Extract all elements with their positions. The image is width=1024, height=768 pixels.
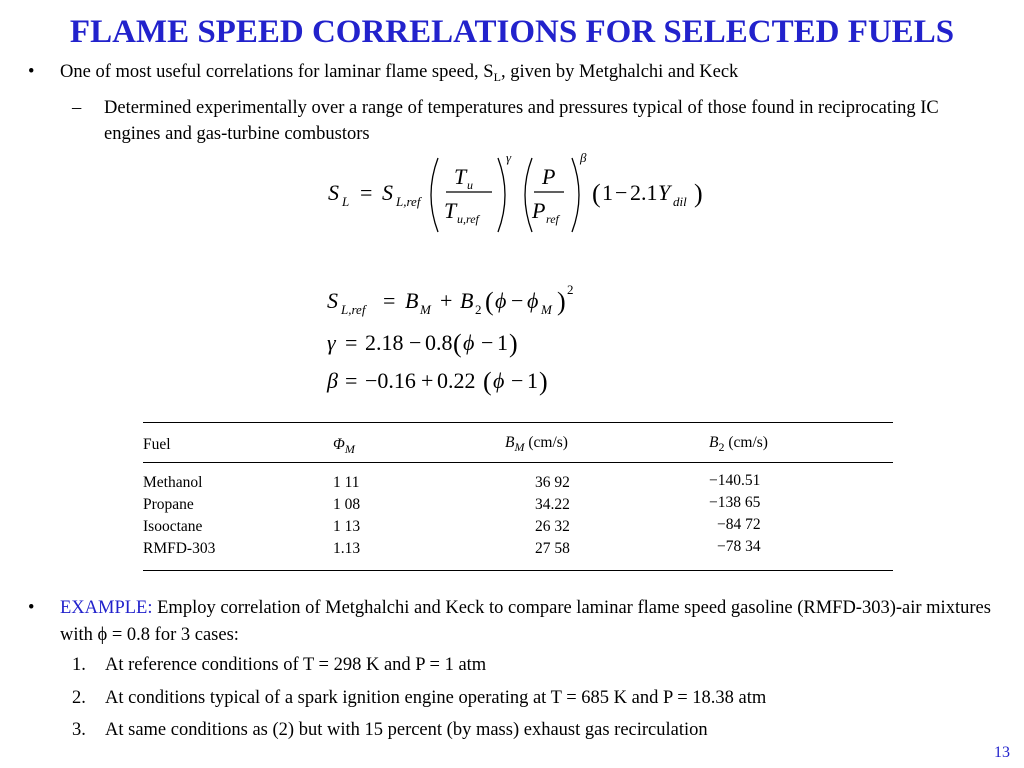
case-number: 1. bbox=[72, 655, 86, 675]
svg-text:B: B bbox=[405, 288, 419, 313]
svg-text:L,ref: L,ref bbox=[341, 302, 366, 317]
bm-value: 27 58 bbox=[535, 540, 570, 557]
svg-text:L,ref: L,ref bbox=[396, 194, 421, 209]
svg-text:): ) bbox=[557, 287, 566, 316]
bullet-2-text: Determined experimentally over a range of temperatures and pressures typical of those found in reciprocating IC engines and gas-turbine combustors bbox=[104, 98, 939, 144]
phi-value: 1 11 bbox=[333, 474, 360, 491]
svg-text:−: − bbox=[615, 180, 628, 205]
case-text: At same conditions as (2) but with 15 percent (by mass) exhaust gas recirculation bbox=[105, 720, 708, 740]
svg-text:Y: Y bbox=[658, 180, 671, 205]
svg-text:ϕ: ϕ bbox=[495, 288, 507, 313]
table-header-rule bbox=[143, 462, 893, 463]
phi-value: 1.13 bbox=[333, 540, 361, 557]
bm-value: 36 92 bbox=[535, 474, 570, 491]
svg-text:): ) bbox=[539, 367, 548, 396]
bullet-1-text-a: One of most useful correlations for laminar flame speed, S bbox=[60, 62, 494, 82]
svg-text:dil: dil bbox=[673, 194, 687, 209]
svg-text:M: M bbox=[420, 302, 431, 317]
header-phi bbox=[333, 436, 355, 457]
fuel-name: Propane bbox=[143, 496, 194, 513]
svg-text:(: ( bbox=[592, 179, 601, 208]
svg-text:(: ( bbox=[453, 329, 462, 358]
fuel-table bbox=[143, 422, 893, 574]
header-bm-symbol: B bbox=[505, 434, 515, 451]
page-number: 13 bbox=[994, 744, 1010, 761]
svg-text:): ) bbox=[694, 179, 703, 208]
example-text bbox=[60, 595, 1000, 649]
b2-value: −138 65 bbox=[709, 494, 761, 511]
case-text: At conditions typical of a spark ignition engine operating at T = 685 K and P = 18.38 atm bbox=[105, 688, 767, 708]
fuel-name: Methanol bbox=[143, 474, 203, 491]
phi-value: 1 08 bbox=[333, 496, 361, 513]
example-label: EXAMPLE: bbox=[60, 598, 153, 618]
case-number: 2. bbox=[72, 688, 86, 708]
svg-text:L: L bbox=[342, 194, 350, 209]
svg-text:S: S bbox=[327, 288, 338, 313]
svg-text:P: P bbox=[532, 198, 546, 223]
svg-text:(: ( bbox=[485, 287, 494, 316]
main-equation bbox=[320, 150, 720, 240]
svg-text:T: T bbox=[454, 164, 467, 189]
svg-text:−0.16: −0.16 bbox=[365, 368, 416, 393]
svg-text:2: 2 bbox=[475, 302, 482, 317]
header-b2-symbol: B bbox=[709, 434, 719, 451]
svg-text:1: 1 bbox=[527, 368, 538, 393]
bm-value: 34.22 bbox=[535, 496, 570, 513]
svg-text:ϕ: ϕ bbox=[527, 288, 539, 313]
example-body: Employ correlation of Metghalchi and Keck to compare laminar flame speed gasoline (RMFD-303)-air mixtures with ϕ = 0.8 for 3 cases: bbox=[60, 598, 991, 645]
bullet-1-text bbox=[60, 62, 738, 85]
svg-text:u: u bbox=[467, 178, 473, 192]
svg-text:ref: ref bbox=[546, 212, 559, 226]
svg-text:−: − bbox=[511, 288, 524, 313]
svg-text:−: − bbox=[409, 330, 422, 355]
svg-text:P: P bbox=[542, 164, 556, 189]
svg-text:=: = bbox=[345, 330, 358, 355]
svg-text:+: + bbox=[440, 288, 453, 313]
svg-text:0.22: 0.22 bbox=[437, 368, 476, 393]
svg-text:−: − bbox=[511, 368, 524, 393]
header-bm-sub: M bbox=[514, 440, 525, 454]
dash-marker: – bbox=[72, 98, 82, 118]
table-top-rule bbox=[143, 422, 893, 423]
bullet-marker: • bbox=[28, 598, 35, 618]
b2-value: −84 72 bbox=[717, 516, 761, 533]
header-bm-unit: (cm/s) bbox=[528, 434, 568, 451]
b2-value: −78 34 bbox=[717, 538, 761, 555]
bullet-marker: • bbox=[28, 62, 35, 82]
svg-text:β: β bbox=[327, 368, 338, 393]
svg-text:+: + bbox=[421, 368, 434, 393]
svg-text:=: = bbox=[345, 368, 358, 393]
svg-text:2.18: 2.18 bbox=[365, 330, 404, 355]
header-b2-sub: 2 bbox=[718, 440, 725, 454]
fuel-name: Isooctane bbox=[143, 518, 203, 535]
b2-value: −140.51 bbox=[709, 472, 761, 489]
svg-text:0.8: 0.8 bbox=[425, 330, 453, 355]
bullet-1-sub: L bbox=[493, 70, 501, 84]
svg-text:u,ref: u,ref bbox=[457, 212, 479, 226]
svg-text:2.1: 2.1 bbox=[630, 180, 658, 205]
svg-text:ϕ: ϕ bbox=[463, 330, 475, 355]
svg-text:T: T bbox=[444, 198, 457, 223]
svg-text:2: 2 bbox=[567, 282, 574, 297]
bm-value: 26 32 bbox=[535, 518, 570, 535]
case-number: 3. bbox=[72, 720, 86, 740]
svg-text:1: 1 bbox=[497, 330, 508, 355]
case-text: At reference conditions of T = 298 K and P = 1 atm bbox=[105, 655, 487, 675]
svg-text:γ: γ bbox=[327, 330, 336, 355]
svg-text:1: 1 bbox=[602, 180, 613, 205]
svg-text:S: S bbox=[382, 180, 393, 205]
svg-text:=: = bbox=[360, 180, 373, 205]
svg-text:−: − bbox=[481, 330, 494, 355]
header-phi-symbol: Φ bbox=[333, 436, 345, 453]
header-fuel: Fuel bbox=[143, 436, 171, 453]
phi-value: 1 13 bbox=[333, 518, 361, 535]
bullet-1-text-b: , given by Metghalchi and Keck bbox=[500, 62, 739, 82]
slide-title: FLAME SPEED CORRELATIONS FOR SELECTED FUELS bbox=[69, 14, 955, 50]
svg-text:ϕ: ϕ bbox=[493, 368, 505, 393]
svg-text:γ: γ bbox=[506, 150, 512, 165]
svg-text:(: ( bbox=[483, 367, 492, 396]
svg-text:B: B bbox=[460, 288, 474, 313]
header-bm bbox=[505, 434, 568, 455]
beta-equation bbox=[325, 364, 565, 400]
fuel-name: RMFD-303 bbox=[143, 540, 216, 557]
header-phi-sub: M bbox=[344, 442, 355, 456]
svg-text:): ) bbox=[509, 329, 518, 358]
header-b2 bbox=[709, 434, 768, 455]
table-bottom-rule bbox=[143, 570, 893, 571]
header-b2-unit: (cm/s) bbox=[728, 434, 768, 451]
svg-text:=: = bbox=[383, 288, 396, 313]
svg-text:S: S bbox=[328, 180, 339, 205]
svg-text:β: β bbox=[580, 150, 587, 165]
gamma-equation bbox=[325, 326, 545, 362]
svg-text:M: M bbox=[541, 302, 552, 317]
sref-equation bbox=[325, 282, 605, 322]
